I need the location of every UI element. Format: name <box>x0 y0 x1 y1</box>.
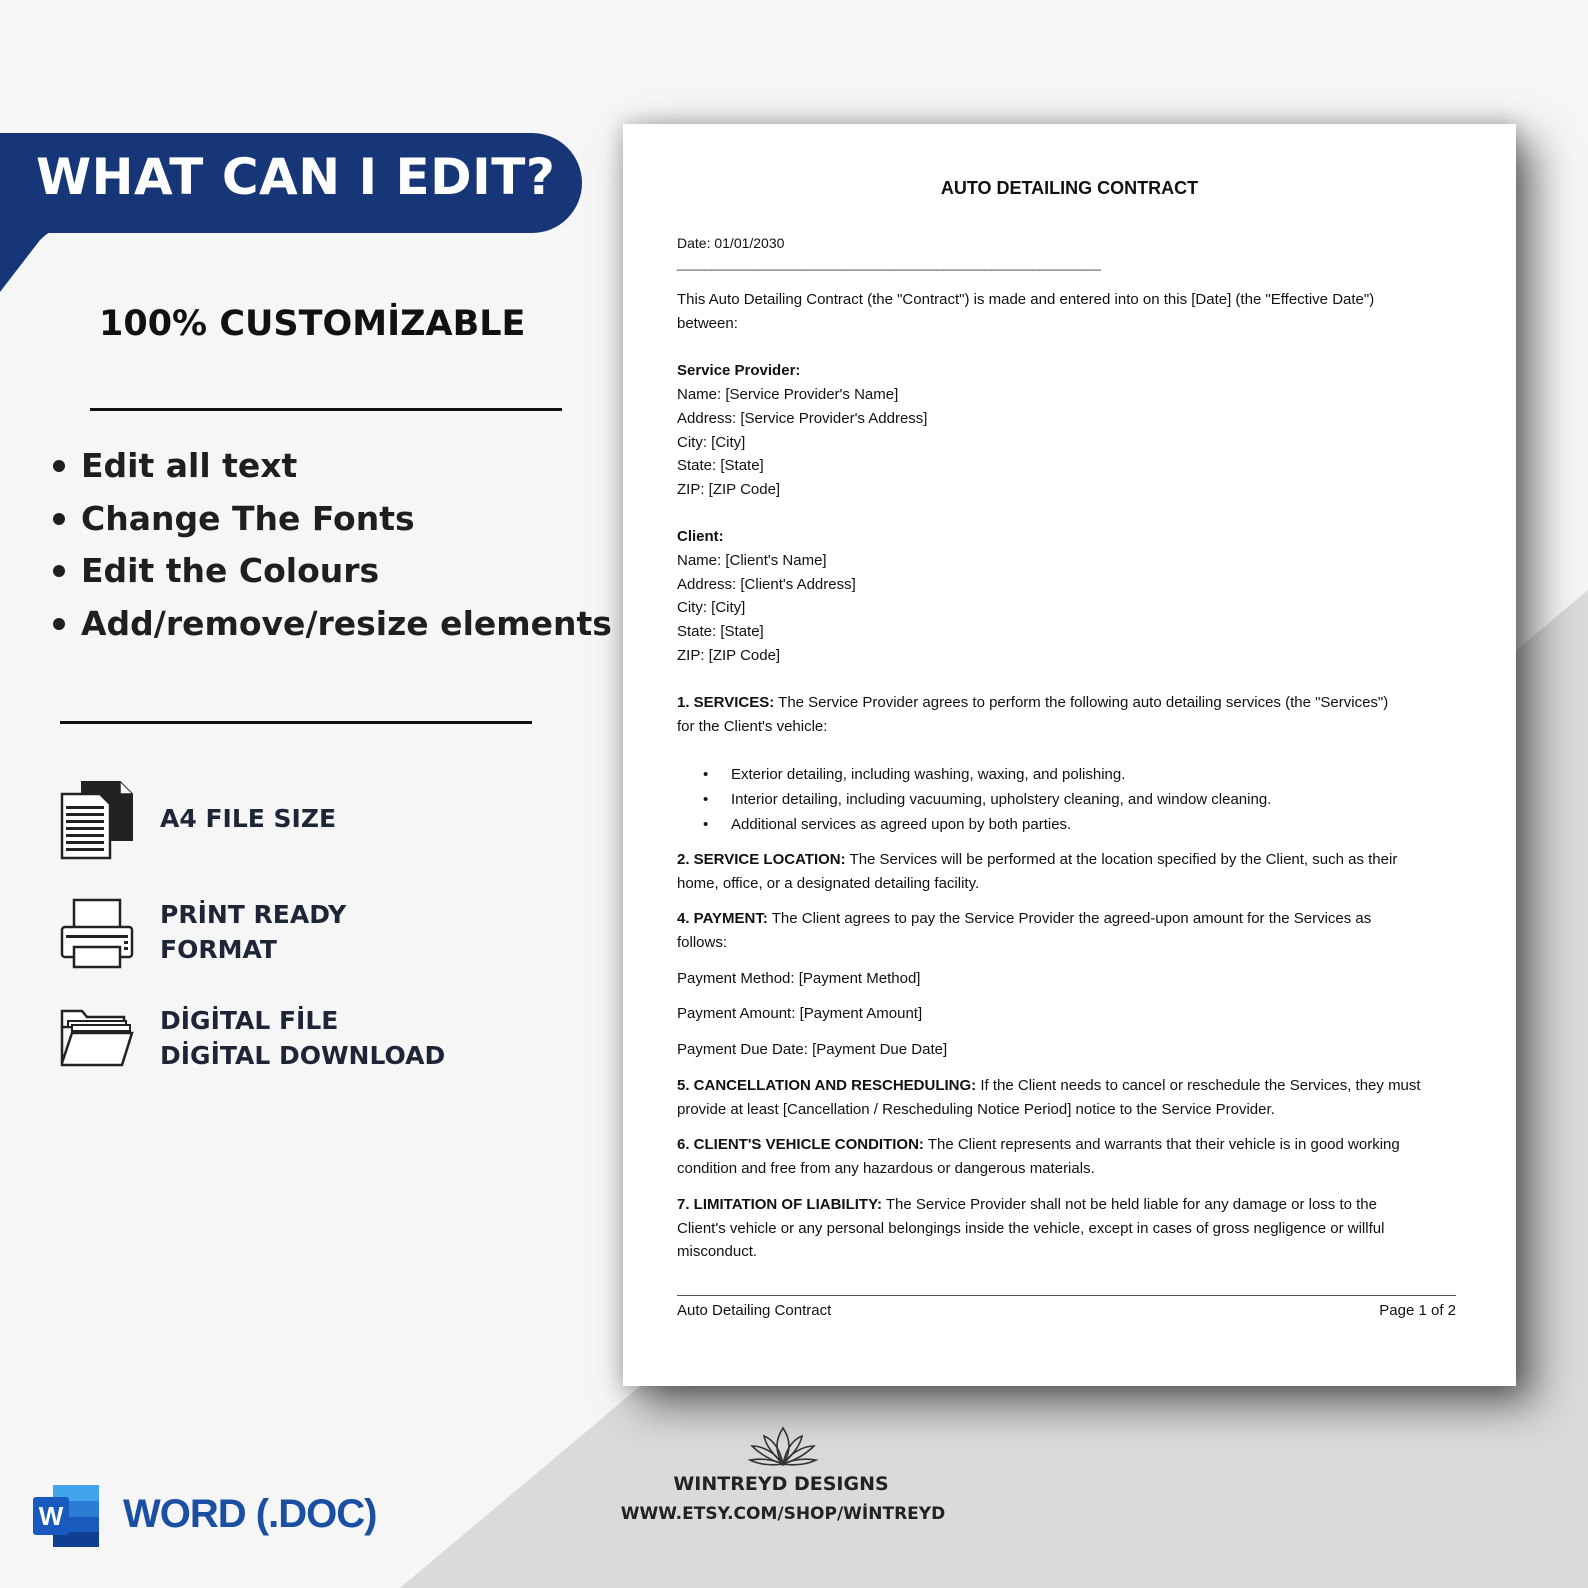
service-bullet: • <box>703 766 709 783</box>
brand-url: WWW.ETSY.COM/SHOP/WİNTREYD <box>620 1504 946 1524</box>
intro-line-1: This Auto Detailing Contract (the "Contract") is made and entered into on this [Date] (the "Effective Date") <box>677 291 1375 308</box>
provider-heading: Service Provider: <box>677 362 801 379</box>
section-liability: 7. LIMITATION OF LIABILITY: The Service Provider shall not be held liable for any damage or loss to the <box>677 1196 1377 1213</box>
feature-item: Edit the Colours <box>50 551 612 604</box>
client-address: Address: [Client's Address] <box>677 576 856 593</box>
payment-due-date: Payment Due Date: [Payment Due Date] <box>677 1041 948 1058</box>
banner-tail-shape <box>0 220 120 300</box>
divider-top <box>90 408 562 411</box>
section-payment-line2: follows: <box>677 934 728 951</box>
spec-digital-line2: DİGİTAL DOWNLOAD <box>160 1041 446 1070</box>
bullet-icon <box>53 565 65 577</box>
client-state: State: [State] <box>677 623 764 640</box>
provider-zip: ZIP: [ZIP Code] <box>677 481 781 498</box>
feature-item: Edit all text <box>50 446 612 499</box>
payment-amount: Payment Amount: [Payment Amount] <box>677 1005 923 1022</box>
section-location-line2: home, office, or a designated detailing facility. <box>677 875 980 892</box>
bullet-icon <box>53 513 65 525</box>
section-location: 2. SERVICE LOCATION: The Services will be performed at the location specified by the Client, such as their <box>677 851 1398 868</box>
word-format-label: WORD (.DOC) <box>123 1492 377 1536</box>
service-bullet-text: Additional services as agreed upon by both parties. <box>731 816 1072 833</box>
client-name: Name: [Client's Name] <box>677 552 827 569</box>
service-bullet-text: Exterior detailing, including washing, waxing, and polishing. <box>731 766 1126 783</box>
feature-item: Change The Fonts <box>50 499 612 552</box>
service-bullet: • <box>703 816 709 833</box>
divider-bottom <box>60 721 532 724</box>
feature-item: Add/remove/resize elements <box>50 604 612 657</box>
section-vehicle-condition: 6. CLIENT'S VEHICLE CONDITION: The Client represents and warrants that their vehicle is in good working <box>677 1136 1400 1153</box>
word-icon-letter: W <box>38 1501 64 1531</box>
brand-name: WINTREYD DESIGNS <box>673 1473 889 1495</box>
lotus-logo-icon <box>748 1424 818 1468</box>
service-bullet-text: Interior detailing, including vacuuming, upholstery cleaning, and window cleaning. <box>731 791 1272 808</box>
spec-print-line2: FORMAT <box>160 935 277 964</box>
folder-icon <box>60 1005 134 1069</box>
document-icon <box>60 780 134 860</box>
client-city: City: [City] <box>677 599 746 616</box>
footer-rule <box>677 1295 1456 1296</box>
document-page <box>623 124 1516 1386</box>
intro-line-2: between: <box>677 315 738 332</box>
provider-state: State: [State] <box>677 457 764 474</box>
service-bullet: • <box>703 791 709 808</box>
document-title: AUTO DETAILING CONTRACT <box>940 178 1199 198</box>
bullet-icon <box>53 618 65 630</box>
spec-file-size-label: A4 FILE SIZE <box>160 804 337 833</box>
section-payment: 4. PAYMENT: The Client agrees to pay the Service Provider the agreed-upon amount for the Services as <box>677 910 1372 927</box>
footer-page-number: Page 1 of 2 <box>1379 1302 1456 1319</box>
client-heading: Client: <box>677 528 724 545</box>
client-zip: ZIP: [ZIP Code] <box>677 647 781 664</box>
spec-print-line1: PRİNT READY <box>160 900 347 929</box>
section-vehicle-condition-line2: condition and free from any hazardous or dangerous materials. <box>677 1160 1095 1177</box>
banner-title: WHAT CAN I EDIT? <box>36 148 556 206</box>
date-underline: ______________________________________________________________ <box>677 256 1101 271</box>
section-liability-line3: misconduct. <box>677 1243 758 1260</box>
customizable-heading: 100% CUSTOMİZABLE <box>99 304 526 344</box>
spec-digital-line1: DİGİTAL FİLE <box>160 1006 339 1035</box>
printer-icon <box>60 897 134 971</box>
provider-city: City: [City] <box>677 434 746 451</box>
section-services: 1. SERVICES: The Service Provider agrees to perform the following auto detailing services (the "Services") <box>677 694 1389 711</box>
footer-left-text: Auto Detailing Contract <box>677 1302 832 1319</box>
section-cancellation: 5. CANCELLATION AND RESCHEDULING: If the Client needs to cancel or reschedule the Services, they must <box>677 1077 1421 1094</box>
document-date: Date: 01/01/2030 <box>677 235 785 251</box>
section-liability-line2: Client's vehicle or any personal belongings inside the vehicle, except in cases of gross negligence or willful <box>677 1220 1385 1237</box>
feature-list <box>50 446 612 656</box>
provider-name: Name: [Service Provider's Name] <box>677 386 899 403</box>
payment-method: Payment Method: [Payment Method] <box>677 970 921 987</box>
section-cancellation-line2: provide at least [Cancellation / Rescheduling Notice Period] notice to the Service Provider. <box>677 1101 1275 1118</box>
section-services-line2: for the Client's vehicle: <box>677 718 828 735</box>
bullet-icon <box>53 460 65 472</box>
provider-address: Address: [Service Provider's Address] <box>677 410 928 427</box>
